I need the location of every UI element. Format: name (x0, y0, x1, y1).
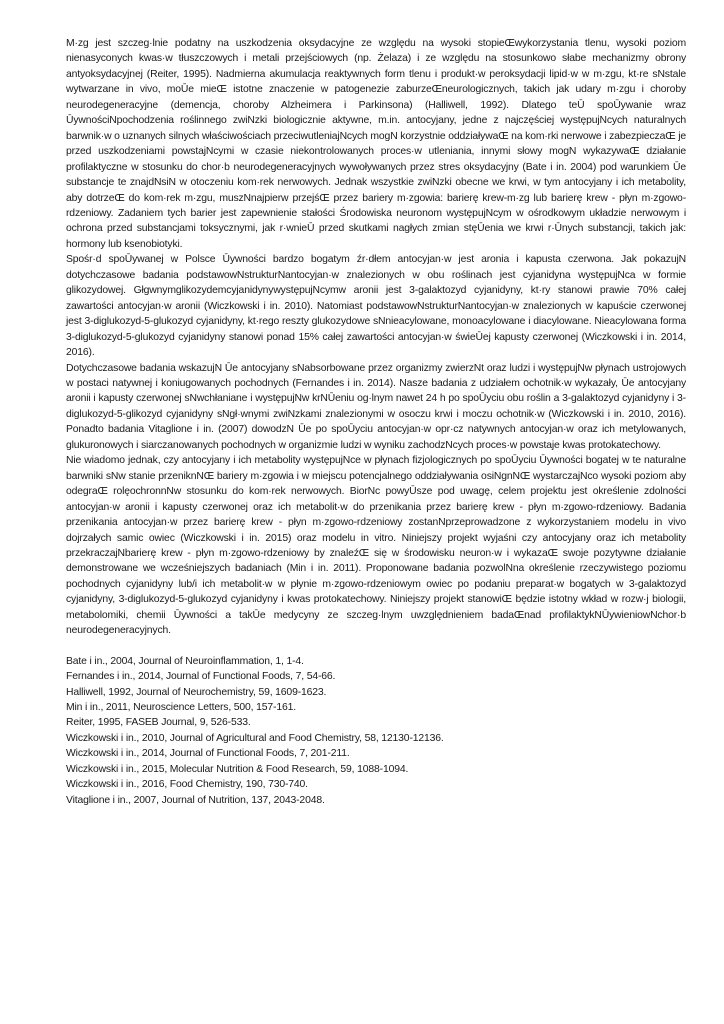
document-body (66, 36, 686, 639)
paragraph-absorption-studies: Dotychczasowe badania wskazujN Ūe antocyjany sNabsorbowane przez organizmy zwierzNt oraz ludzi i występujNw płynach ustrojowych w postaci natywnej i koniugowanych pochodnych (Fernandes i in. 2014). Nasze badania z udziałem ochotnik·w wykazały, Ūe antocyjany aronii i kapusty czerwonej sNwchłaniane i występujNw krNŪeniu og·lnym nawet 24 h po spoŪyciu obu roślin a 3-galaktozyd cyjanidyny i 3-diglukozyd-5-glikozyd cyjanidyny sNgł·wnymi zwiNzkami znalezionymi w osoczu krwi i moczu ochotnik·w (Wiczkowski i in. 2010, 2016). Ponadto badania Vitaglione i in. (2007) dowodzN Ūe po spoŪyciu antocyjan·w opr·cz natywnych antocyjan·w oraz ich metylowanych, glukuronowych i siarczanowanych pochodnych w organizmie ludzi w wyniku zachodzNcych proces·w powstaje kwas protokatechowy. (66, 362, 686, 451)
paragraph-anthocyanin-sources: Spośr·d spoŪywanej w Polsce Ūywności bardzo bogatym źr·dłem antocyjan·w jest aronia i kapusta czerwona. Jak pokazujN dotychczasowe badania podstawowNstrukturNantocyjan·w znalezionych w obu roślinach jest cyjanidyna występujNca w formie glikozydowej. GłgwnymglikozydemcyjanidynywystępujNcymw aronii jest 3-galaktozyd cyjanidyny, kt·ry stanowi prawie 70% całej zawartości antocyjan·w aronii (Wiczkowski i in. 2010). Natomiast podstawowNstrukturNantocyjan·w znalezionych w kapuście czerwonej jest 3-diglukozyd-5-glukozyd cyjanidyny, kt·rego reszty glukozydowe sNnieacylowane, monoacylowane i diacylowane. Nieacylowana forma 3-diglukozyd-5-glukozyd cyjanidyny stanowi ponad 15% całej zawartości antocyjan·w świeŪej kapusty czerwonej (Wiczkowski i in. 2014, 2016). (66, 254, 686, 359)
reference-item: Min i in., 2011, Neuroscience Letters, 500, 157-161. (66, 702, 296, 714)
reference-item: Wiczkowski i in., 2016, Food Chemistry, 190, 730-740. (66, 779, 308, 791)
document-page (66, 36, 686, 808)
paragraph-oxidative-damage: M·zg jest szczeg·lnie podatny na uszkodzenia oksydacyjne ze względu na wysoki stopieŒwykorzystania tlenu, wysoki poziom nienasyconych kwas·w tłuszczowych i metali przejściowych (np. Żelaza) i ze względu na stosunkowo słabe mechanizmy obrony antyoksydacyjnej (Reiter, 1995). Nadmierna akumulacja reaktywnych form tlenu i produkt·w peroksydacji lipid·w w m·zgu, kt·re sNstale wytwarzane in vivo, moŪe mieŒ istotne znaczenie w patogenezie zaburzeŒneurologicznych, takich jak udary m·zgu i choroby neurodegeneracyjne (demencja, choroby Alzheimera i Parkinsona) (Halliwell, 1992). Dlatego teŪ spoŪywanie wraz ŪywnościNpochodzenia roślinnego zwiNzki biologicznie aktywne, m.in. antocyjany, jedne z najczęściej występujNcych naturalnych barwnik·w o uznanych silnych właściwościach przeciwutleniajNcych mogN korzystnie oddziaływaŒ na kom·rki nerwowe i zabezpieczaŒ je przed uszkodzeniami powstajNcymi w czasie niekontrolowanych proces·w utleniania, innymi słowy mogN wykazywaŒ działanie profilaktyczne w stosunku do chor·b neurodegeneracyjnych wywoływanych przez stres oksydacyjny (Bate i in. 2004) pod warunkiem Ūe substancje te znajdNsiN w otoczeniu kom·rek nerwowych. Jednak wszystkie zwiNzki obecne we krwi, w tym antocyjany i ich metabolity, aby dotrzeŒ do kom·rek m·zgu, muszNnajpierw przejśŒ przez bariery m·zgowia: barierę krew-m·zg lub barierę krew - płyn m·zgowo-rdzeniowy. Zadaniem tych barier jest zapewnienie stałości Środowiska neuronom występujNcym w ośrodkowym układzie nerwowym i ochrona przed substancjami toksycznymi, jak r·wnieŪ przed skutkami nagłych zmian stęŪenia we krwi r·Ūnych substancji, takich jak: hormony lub ksenobiotyki. (66, 38, 686, 250)
reference-item: Fernandes i in., 2014, Journal of Functional Foods, 7, 54-66. (66, 671, 336, 683)
reference-item: Halliwell, 1992, Journal of Neurochemistry, 59, 1609-1623. (66, 686, 327, 698)
reference-item: Wiczkowski i in., 2014, Journal of Functional Foods, 7, 201-211. (66, 748, 350, 760)
reference-item: Vitaglione i in., 2007, Journal of Nutrition, 137, 2043-2048. (66, 794, 325, 806)
paragraph-project-aims: Nie wiadomo jednak, czy antocyjany i ich metabolity występujNce w płynach fizjologicznych po spoŪyciu Ūywności bogatej w te naturalne barwniki sNw stanie przeniknNŒ bariery m·zgowia i w miejscu potencjalnego oddziaływania osiNgnNŒ wystarczajNco wysoki poziom aby odegraŒ rolęochronnNw stosunku do kom·rek nerwowych. BiorNc powyŪsze pod uwagę, celem projektu jest określenie zdolności antocyjan·w aronii i kapusty czerwonej oraz ich metabolit·w do przenikania przez barierę krew - płyn m·zgowo-rdzeniowy. Badania przenikania antocyjan·w przez barierę krew - płyn m·zgowo-rdzeniowy zostanNprzeprowadzone z wykorzystaniem modelu in vivo dojrzałych samic owiec (Wiczkowski i in. 2015) oraz modelu in vitro. Niniejszy projekt wyjaśni czy antocyjany oraz ich metabolity przekraczajNbarierę krew - płyn m·zgowo-rdzeniowy by znaleźŒ się w środowisku neuron·w i wykazaŒ swoje pozytywne działanie demonstrowane we wcześniejszych badaniach (Min i in. 2011). Proponowane badania pozwolNna określenie rzeczywistego poziomu pochodnych cyjanidyny lub/i ich metabolit·w w płynie m·zgowo-rdzeniowym owiec po podaniu preparat·w bogatych w 3-galaktozyd cyjanidyny, 3-diglukozyd-5-glukozyd cyjanidyny i kwas protokatechowy. Niniejszy projekt stanowiŒ będzie istotny wkład w rozw·j biologii, metabolomiki, chemii Ūywności a takŪe medycyny ze szczeg·lnym uwzględnieniem badaŒnad profilaktykNŪywieniowNchor·b neurodegeneracyjnych. (66, 455, 686, 637)
references-list (66, 654, 686, 809)
reference-item: Bate i in., 2004, Journal of Neuroinflammation, 1, 1-4. (66, 655, 304, 667)
reference-item: Reiter, 1995, FASEB Journal, 9, 526-533. (66, 717, 251, 729)
reference-item: Wiczkowski i in., 2010, Journal of Agricultural and Food Chemistry, 58, 12130-12136. (66, 732, 444, 744)
reference-item: Wiczkowski i in., 2015, Molecular Nutrition & Food Research, 59, 1088-1094. (66, 763, 409, 775)
